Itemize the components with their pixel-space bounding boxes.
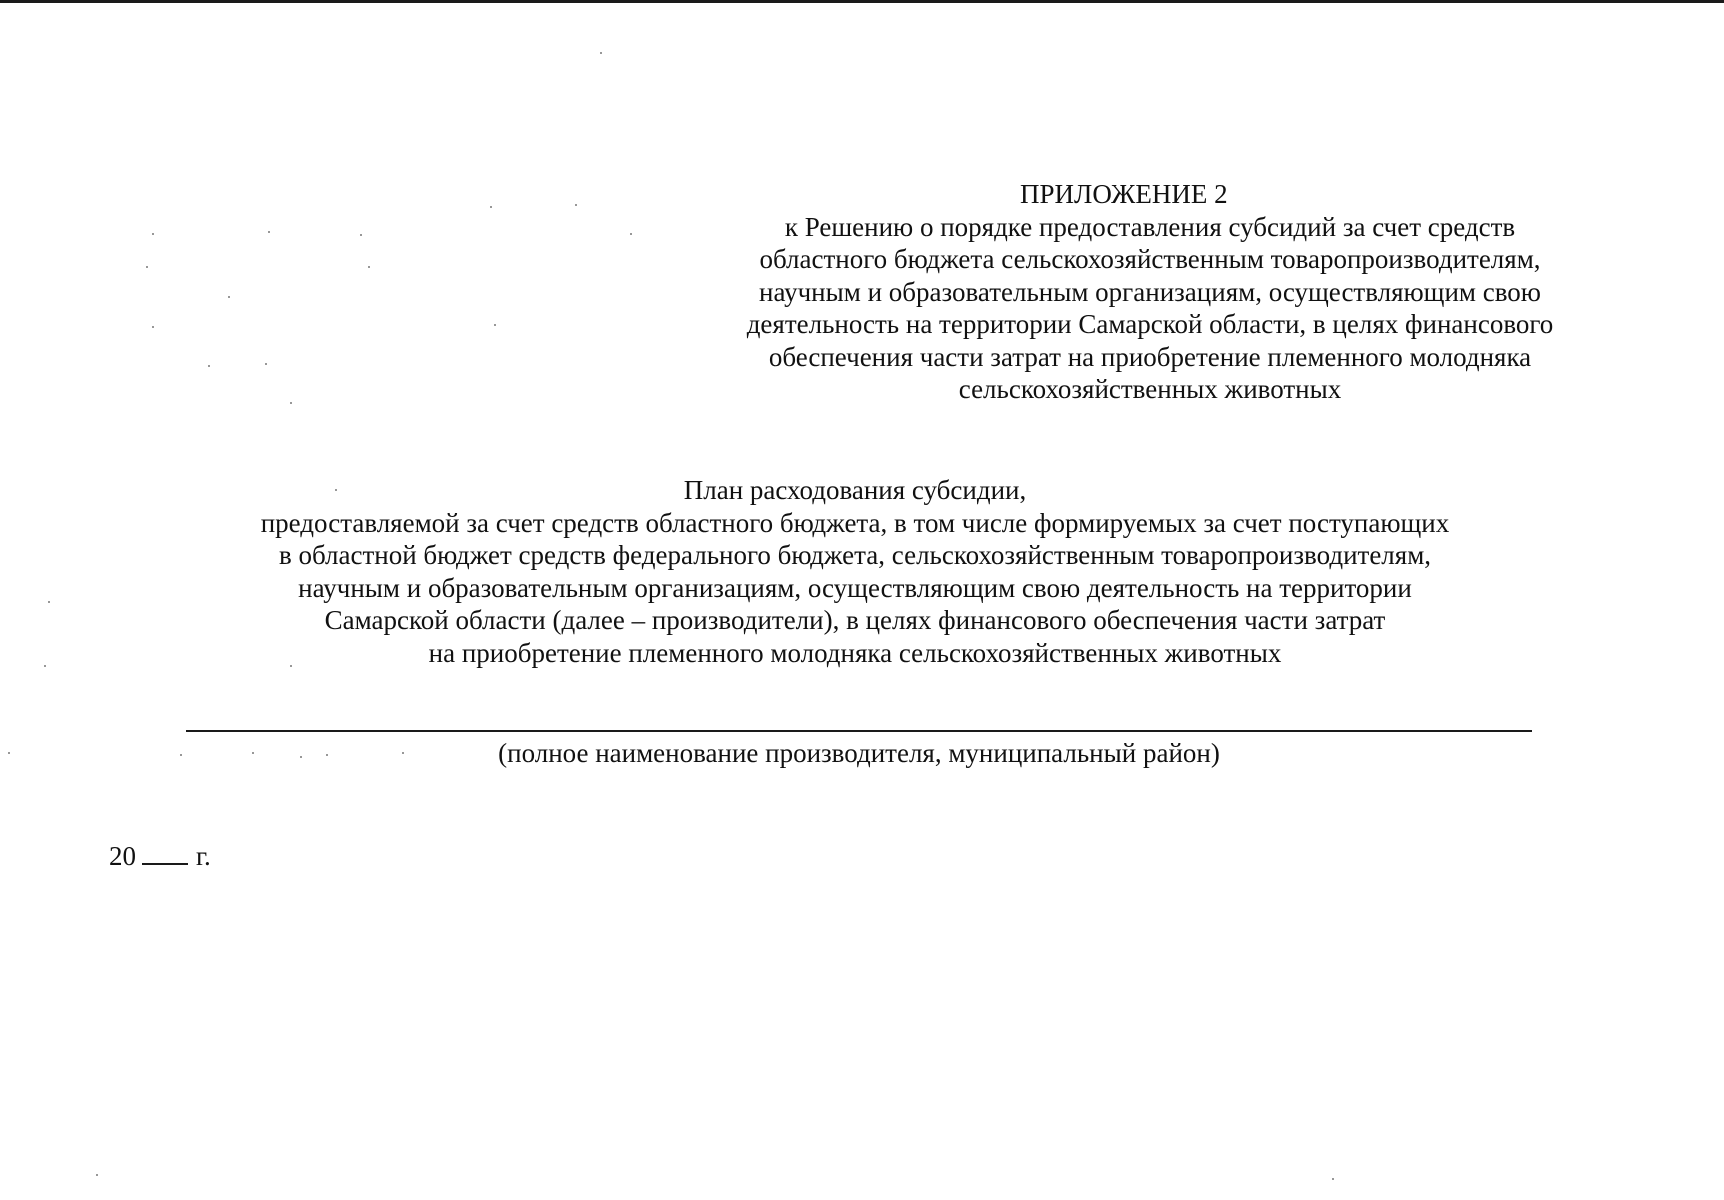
scan-speck	[290, 402, 292, 404]
scan-speck	[1332, 1178, 1334, 1180]
appendix-reference	[700, 211, 1600, 406]
scan-speck	[228, 296, 230, 298]
scan-speck	[575, 204, 577, 206]
scan-speck	[368, 266, 370, 268]
appendix-line: деятельность на территории Самарской области, в целях финансового	[746, 309, 1554, 339]
scan-speck	[300, 756, 302, 758]
scan-speck	[96, 1174, 98, 1176]
plan-line: Самарской области (далее – производители), в целях финансового обеспечения части затрат	[324, 605, 1386, 635]
appendix-line: сельскохозяйственных животных	[958, 374, 1342, 404]
appendix-line: областного бюджета сельскохозяйственным товаропроизводителям,	[759, 244, 1541, 274]
scan-speck	[490, 206, 492, 208]
plan-line: в областной бюджет средств федерального бюджета, сельскохозяйственным товаропроизводителям,	[278, 540, 1432, 570]
scan-speck	[252, 752, 254, 754]
scan-speck	[44, 665, 46, 667]
year-suffix: г.	[196, 841, 211, 871]
year-blank-line	[142, 841, 188, 865]
producer-name-blank-line	[186, 730, 1532, 732]
scan-speck	[152, 233, 154, 235]
scan-speck	[265, 363, 267, 365]
scan-speck	[326, 754, 328, 756]
scan-speck	[600, 52, 602, 54]
plan-line: на приобретение племенного молодняка сельскохозяйственных животных	[428, 637, 1282, 668]
scan-speck	[48, 601, 50, 603]
scan-speck	[630, 233, 632, 235]
plan-heading	[190, 474, 1520, 669]
year-prefix: 20	[109, 841, 136, 871]
appendix-line: к Решению о порядке предоставления субсидий за счет средств	[784, 211, 1516, 242]
scan-speck	[290, 665, 292, 667]
year-field	[109, 840, 211, 872]
appendix-title: ПРИЛОЖЕНИЕ 2	[1020, 179, 1228, 209]
scan-speck	[8, 752, 10, 754]
appendix-line: обеспечения части затрат на приобретение племенного молодняка	[768, 341, 1532, 372]
scan-speck	[402, 752, 404, 754]
plan-title: План расходования субсидии,	[683, 475, 1027, 505]
plan-line: научным и образовательным организациям, осуществляющим свою деятельность на территории	[298, 572, 1412, 603]
plan-line: предоставляемой за счет средств областного бюджета, в том числе формируемых за счет поступающих	[260, 507, 1450, 538]
scan-speck	[335, 489, 337, 491]
top-border-line	[0, 0, 1724, 3]
producer-name-caption: (полное наименование производителя, муниципальный район)	[498, 738, 1220, 768]
scan-speck	[180, 754, 182, 756]
scan-speck	[208, 365, 210, 367]
scan-speck	[360, 234, 362, 236]
scan-speck	[152, 326, 154, 328]
appendix-line: научным и образовательным организациям, осуществляющим свою	[759, 276, 1541, 307]
scan-speck	[146, 266, 148, 268]
scan-speck	[268, 231, 270, 233]
scan-speck	[494, 324, 496, 326]
